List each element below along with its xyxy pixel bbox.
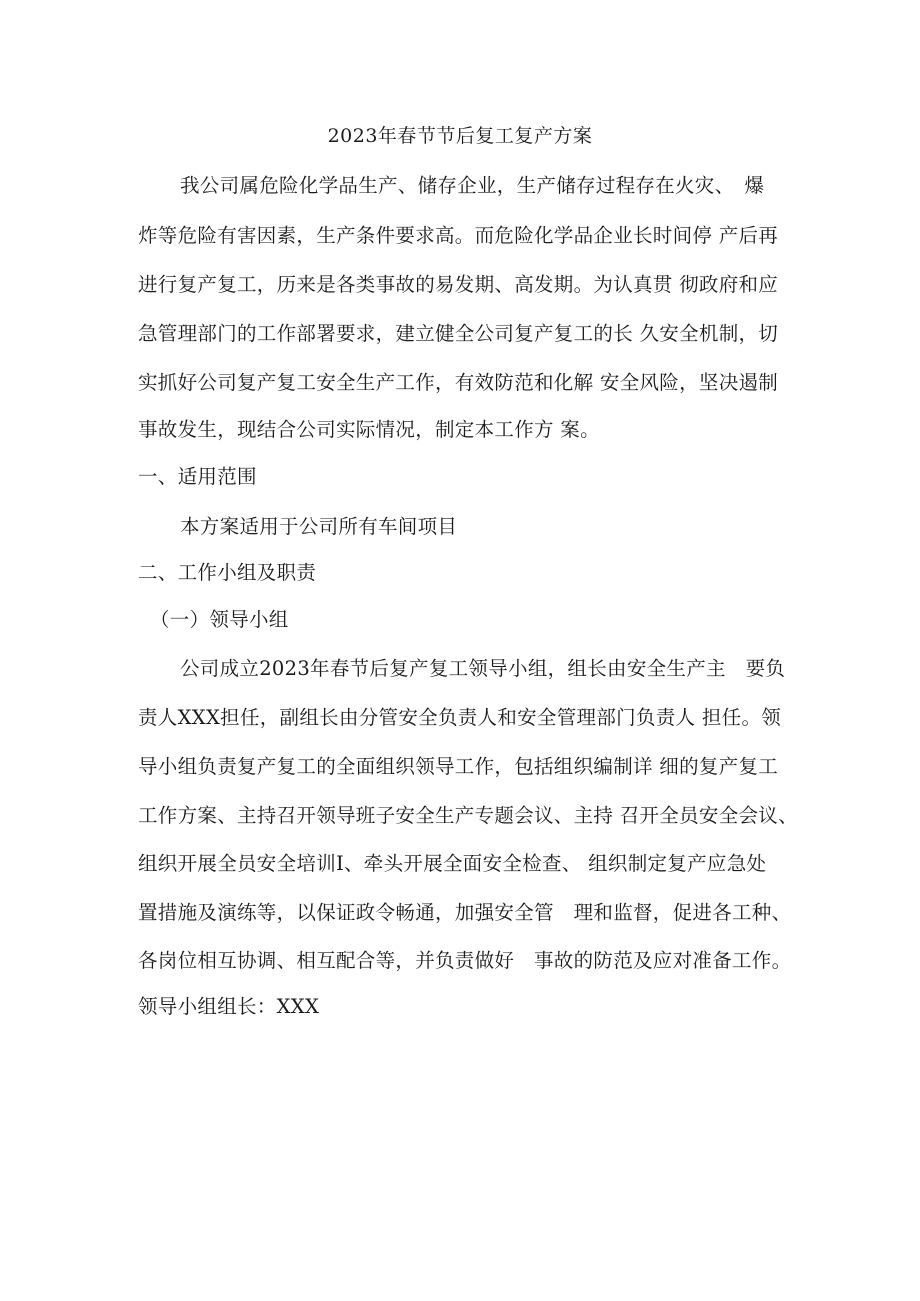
- intro-line: 我公司属危险化学品生产、储存企业，生产储存过程存在火灾、 爆: [180, 174, 765, 197]
- leadership-line: 组织开展全员安全培训I、牵头开展全面安全检查、 组织制定复产应急处: [138, 852, 767, 875]
- leadership-line: 工作方案、主持召开领导班子安全生产专题会议、主持 召开全员安全会议、: [138, 804, 798, 827]
- leadership-line: 置措施及演练等，以保证政令畅通，加强安全管 理和监督，促进各工种、: [138, 901, 792, 924]
- leadership-line: 各岗位相互协调、相互配合等，并负责做好 事故的防范及应对准备工作。: [138, 949, 792, 972]
- document-title: 2023年春节节后复工复产方案: [327, 125, 593, 147]
- intro-line: 进行复产复工，历来是各类事故的易发期、高发期。为认真贯 彻政府和应: [138, 273, 779, 296]
- intro-line: 炸等危险有害因素，生产条件要求高。而危险化学品企业长时间停 产后再: [138, 224, 779, 247]
- subsection-heading-leadership: （一）领导小组: [150, 608, 289, 631]
- section-heading-scope: 一、适用范围: [138, 465, 257, 488]
- section-body-scope: 本方案适用于公司所有车间项目: [180, 515, 458, 538]
- leadership-line: 导小组负责复产复工的全面组织领导工作，包括组织编制详 细的复产复工: [138, 755, 779, 778]
- leadership-line: 责人XXX担任，副组长由分管安全负责人和安全管理部门负责人 担任。领: [138, 706, 782, 729]
- leadership-line: 公司成立2023年春节后复产复工领导小组，组长由安全生产主 要负: [180, 657, 786, 680]
- intro-line: 实抓好公司复产复工安全生产工作，有效防范和化解 安全风险，坚决遏制: [138, 371, 779, 394]
- intro-line: 事故发生，现结合公司实际情况，制定本工作方 案。: [138, 418, 600, 441]
- leader-name-line: 领导小组组长：XXX: [138, 995, 320, 1018]
- section-heading-team: 二、工作小组及职责: [138, 561, 317, 584]
- intro-line: 急管理部门的工作部署要求，建立健全公司复产复工的长 久安全机制，切: [138, 322, 779, 345]
